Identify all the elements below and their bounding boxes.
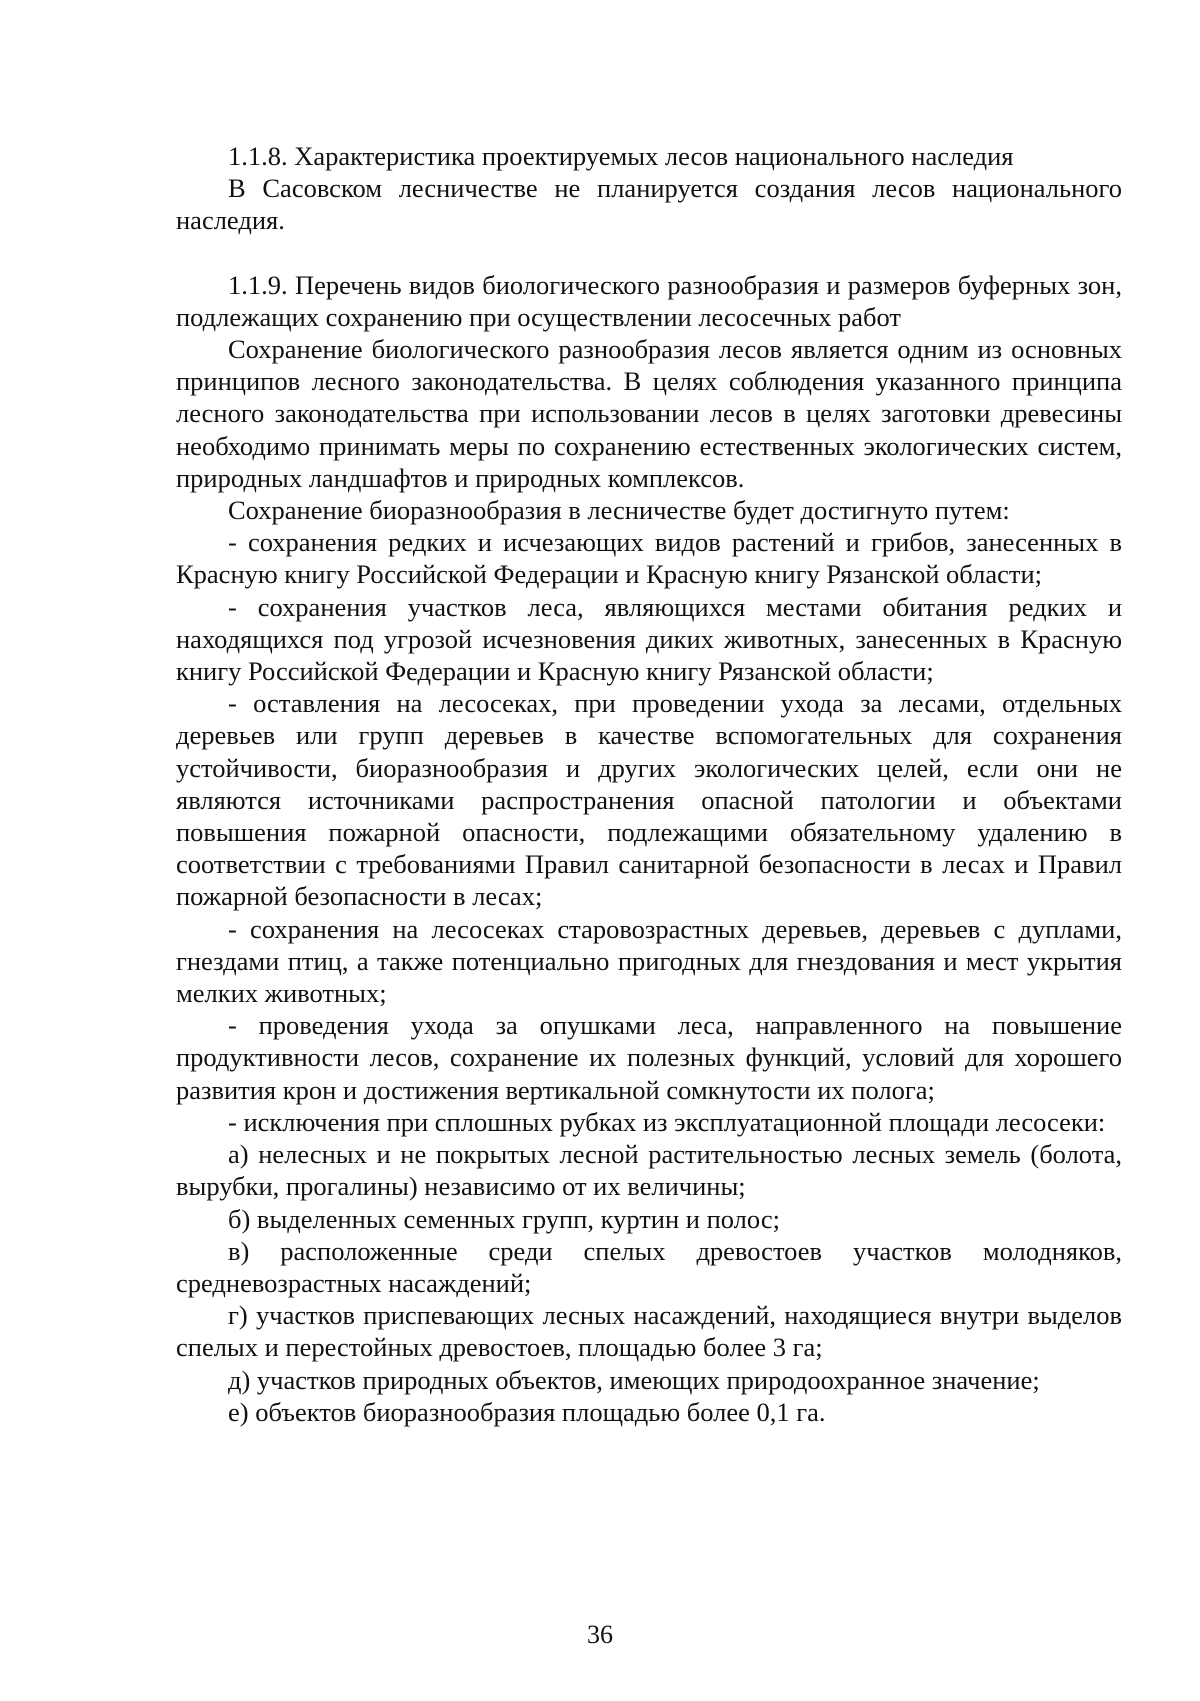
list-item: - сохранения редких и исчезающих видов растений и грибов, занесенных в Красную книгу Российской Федерации и Красную книгу Рязанской области; [176,527,1122,590]
sub-list-item: е) объектов биоразнообразия площадью более 0,1 га. [228,1396,826,1427]
sub-list-item: д) участков природных объектов, имеющих природоохранное значение; [228,1364,1040,1395]
paragraph: В Сасовском лесничестве не планируется создания лесов национального наследия. [176,173,1122,236]
sub-list-item: а) нелесных и не покрытых лесной растительностью лесных земель (болота, вырубки, прогалины) независимо от их величины; [176,1139,1122,1202]
sub-list-item: г) участков приспевающих лесных насаждений, находящиеся внутри выделов спелых и перестойных древостоев, площадью более 3 га; [176,1300,1122,1363]
list-item: - оставления на лесосеках, при проведении ухода за лесами, отдельных деревьев или групп деревьев в качестве вспомогательных для сохранения устойчивости, биоразнообразия и других экологических целей, если они не являются источниками распространения опасной патологии и объектами повышения пожарной опасности, подлежащими обязательному удалению в соответствии с требованиями Правил санитарной безопасности в лесах и Правил пожарной безопасности в лесах; [176,688,1122,912]
list-item: - проведения ухода за опушками леса, направленного на повышение продуктивности лесов, сохранение их полезных функций, условий для хорошего развития крон и достижения вертикальной сомкнутости их полога; [176,1010,1122,1105]
section-heading-1-1-8: 1.1.8. Характеристика проектируемых лесов национального наследия [228,141,1014,171]
list-item: - сохранения на лесосеках старовозрастных деревьев, деревьев с дуплами, гнездами птиц, а также потенциально пригодных для гнездования и мест укрытия мелких животных; [176,913,1122,1009]
paragraph: Сохранение биологического разнообразия лесов является одним из основных принципов лесного законодательства. В целях соблюдения указанного принципа лесного законодательства при использовании лесов в целях заготовки древесины необходимо принимать меры по сохранению естественных экологических систем, природных ландшафтов и природных комплексов. [176,334,1122,493]
sub-list-item: б) выделенных семенных групп, куртин и полос; [228,1203,780,1234]
section-heading-1-1-9: 1.1.9. Перечень видов биологического разнообразия и размеров буферных зон, подлежащих сохранению при осуществлении лесосечных работ [176,269,1122,332]
list-item: - сохранения участков леса, являющихся местами обитания редких и находящихся под угрозой исчезновения диких животных, занесенных в Красную книгу Российской Федерации и Красную книгу Рязанской области; [176,591,1122,687]
list-item: - исключения при сплошных рубках из эксплуатационной площади лесосеки: [228,1106,1106,1137]
page-number: 36 [587,1620,613,1649]
document-body [176,140,1122,1428]
paragraph: Сохранение биоразнообразия в лесничестве будет достигнуто путем: [228,495,1010,526]
sub-list-item: в) расположенные среди спелых древостоев участков молодняков, средневозрастных насаждений; [176,1235,1122,1298]
